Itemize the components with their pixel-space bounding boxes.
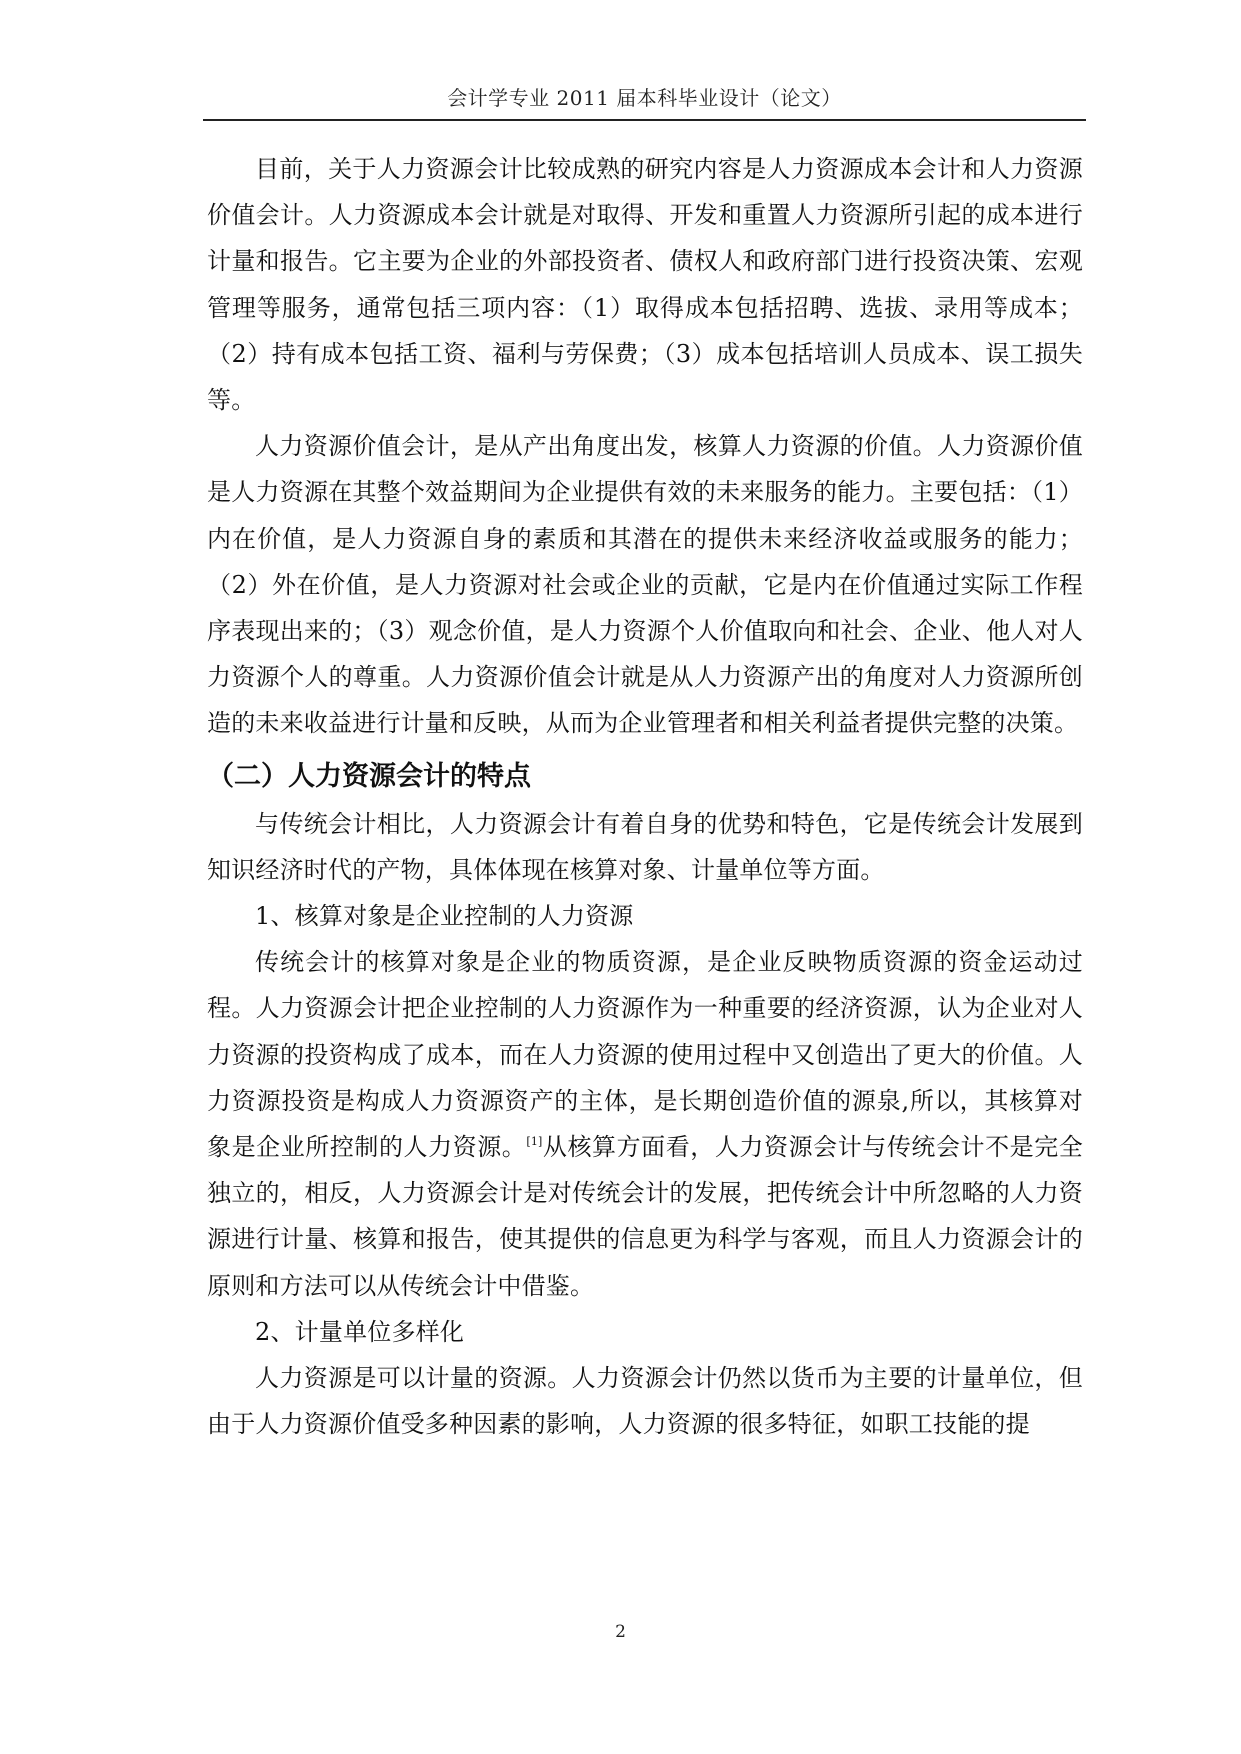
- paragraph-accounting-object-part1: 传统会计的核算对象是企业的物质资源，是企业反映物质资源的资金运动过程。人力资源会计把企业控制的人力资源作为一种重要的经济资源，认为企业对人力资源的投资构成了成本，而在人力资源的使用过程中又创造出了更大的价值。人力资源投资是构成人力资源资产的主体，是长期创造价值的源泉,所以，其核算对象是企业所控制的人力资源。: [207, 948, 1083, 1162]
- page-number: 2: [615, 1622, 626, 1642]
- citation-reference: [1]: [526, 1135, 543, 1149]
- paragraph-cost-and-value-accounting: 目前，关于人力资源会计比较成熟的研究内容是人力资源成本会计和人力资源价值会计。人力资源成本会计就是对取得、开发和重置人力资源所引起的成本进行计量和报告。它主要为企业的外部投资者、债权人和政府部门进行投资决策、宏观管理等服务，通常包括三项内容：（1）取得成本包括招聘、选拔、录用等成本；（2）持有成本包括工资、福利与劳保费；（3）成本包括培训人员成本、误工损失等。: [207, 155, 1083, 415]
- paragraph-measurement-units: 人力资源是可以计量的资源。人力资源会计仍然以货币为主要的计量单位，但由于人力资源价值受多种因素的影响，人力资源的很多特征，如职工技能的提: [207, 1364, 1083, 1439]
- paragraph-characteristics-intro: 与传统会计相比，人力资源会计有着自身的优势和特色，它是传统会计发展到知识经济时代的产物，具体体现在核算对象、计量单位等方面。: [207, 809, 1083, 884]
- subheading-accounting-object: 1、核算对象是企业控制的人力资源: [255, 902, 634, 931]
- running-header: 会计学专业 2011 届本科毕业设计（论文）: [447, 86, 842, 110]
- paragraph-accounting-object-part2: 从核算方面看，人力资源会计与传统会计不是完全独立的，相反，人力资源会计是对传统会计的发展，把传统会计中所忽略的人力资源进行计量、核算和报告，使其提供的信息更为科学与客观，而且人力资源会计的原则和方法可以从传统会计中借鉴。: [207, 1133, 1083, 1300]
- body-text: [207, 146, 1083, 1447]
- header-rule: [203, 119, 1086, 121]
- subheading-measurement-units: 2、计量单位多样化: [255, 1317, 465, 1346]
- paragraph-accounting-object: [207, 939, 1083, 1309]
- paragraph-value-accounting: 人力资源价值会计，是从产出角度出发，核算人力资源的价值。人力资源价值是人力资源在其整个效益期间为企业提供有效的未来服务的能力。主要包括：（1）内在价值，是人力资源自身的素质和其潜在的提供未来经济收益或服务的能力；（2）外在价值，是人力资源对社会或企业的贡献，它是内在价值通过实际工作程序表现出来的；（3）观念价值，是人力资源个人价值取向和社会、企业、他人对人力资源个人的尊重。人力资源价值会计就是从人力资源产出的角度对人力资源所创造的未来收益进行计量和反映，从而为企业管理者和相关利益者提供完整的决策。: [207, 432, 1083, 738]
- section-heading: （二）人力资源会计的特点: [207, 760, 531, 792]
